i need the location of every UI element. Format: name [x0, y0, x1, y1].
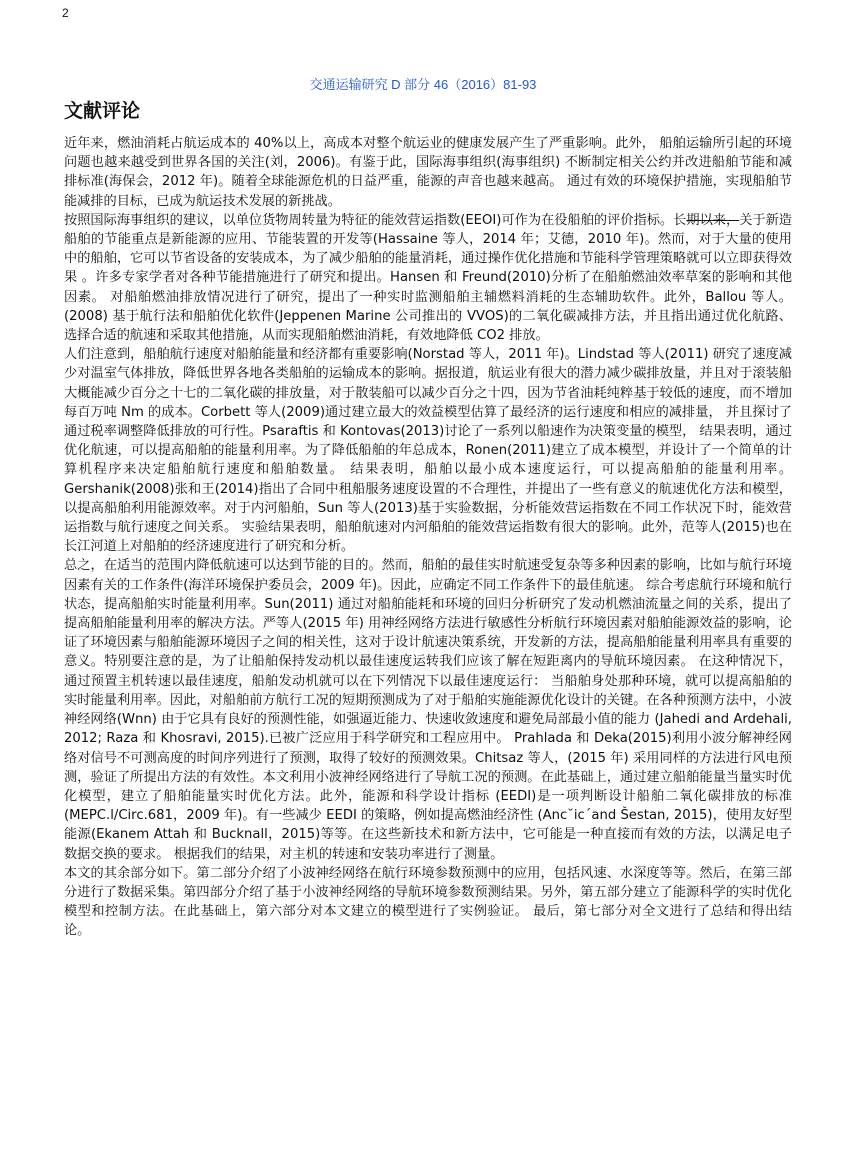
paragraph-3 [64, 345, 792, 556]
paragraph-text: 按照国际海事组织的建议，以单位货物周转量为特征的能效营运指数(EEOI)可作为在役船舶的评价指标。长 [64, 212, 687, 228]
paragraph-text: 近年来，燃油消耗占航运成本的 40%以上，高成本对整个航运业的健康发展产生了严重影响。此外， 船舶运输所引起的环境问题也越来越受到世界各国的关注(刘，2006)。有鉴于此，国际海事组织(海事组织) 不断制定相关公约并改进船舶节能和减排标准(海保会，2012 年)。随着全球能源危机的日益严重，能源的声音也越来越高。 通过有效的环境保护措施，实现船舶节能减排的目标，已成为航运技术发展的新挑战。 [64, 136, 792, 209]
paragraph-text: 总之，在适当的范围内降低航速可以达到节能的目的。然而，船舶的最佳实时航速受复杂等多种因素的影响，比如与航行环境因素有关的工作条件(海洋环境保护委员会，2009 年)。因此，应确定不同工作条件下的最佳航速。 综合考虑航行环境和航行状态，提高船舶实时能量利用率。Sun(2011) 通过对船舶能耗和环境的回归分析研究了发动机燃油流量之间的关系，提出了提高船舶能量利用率的解决方法。严等人(2015 年) 用神经网络方法进行敏感性分析航行环境因素对船舶能源效益的影响，论证了环境因素与船舶能源环境因子之间的相关性，这对于设计航速决策系统，开发新的方法，提高船舶能量利用率具有重要的意义。特别要注意的是，为了让船舶保持发动机以最佳速度运转我们应该了解在短距离内的导航环境因素。 在这种情况下，通过预置主机转速以最佳速度，船舶发动机就可以在下列情况下以最佳速度运行： 当船舶身处那种环境，就可以提高船舶的实时能量利用率。因此，对船舶前方航行工况的短期预测成为了对于船舶实施能源优化设计的关键。在各种预测方法中，小波神经网络(Wnn) 由于它具有良好的预测性能，如强逼近能力、快速收敛速度和避免局部最小值的能力 (Jahedi and Ardehali, 2012; Raza 和 Khosravi, 2015).已被广泛应用于科学研究和工程应用中。 Prahlada 和 Deka(2015)利用小波分解神经网络对信号不可测高度的时间序列进行了预测，取得了较好的预测效果。Chitsaz 等人，(2015 年) 采用同样的方法进行风电预测，验证了所提出方法的有效性。本文利用小波神经网络进行了导航工况的预测。在此基础上，通过建立船舶能量当量实时优化模型，建立了船舶能量实时优化方法。此外，能源和科学设计指标 (EEDI)是一项判断设计船舶二氧化碳排放的标准(MEPC.l/Circ.681，2009 年)。有一些减少 EEDI 的策略，例如提高燃油经济性 (Anc˘ic´and Šestan, 2015)，使用友好型能源(Ekanem Attah 和 Bucknall，2015)等等。在这些新技术和新方法中，它可能是一种直接而有效的方法，以满足电子数据交换的要求。 根据我们的结果，对主机的转速和安装功率进行了测量。 [64, 558, 792, 862]
struck-text: 期以来， [686, 212, 740, 228]
section-title: 文献评论 [64, 100, 141, 122]
page-number: 2 [62, 6, 69, 20]
paragraph-2 [64, 211, 792, 345]
paragraph-5 [64, 864, 792, 941]
paragraph-text-continued: 关于新造船舶的节能重点是新能源的应用、节能装置的开发等(Hassaine 等人，2014 年；艾德，2010 年)。然而，对于大量的使用中的船舶，它可以节省设备的安装成本，为了减少船舶的能量消耗，通过操作优化措施和节能科学管理策略就可以立即获得效果 。许多专家学者对各种节能措施进行了研究和提出。Hansen 和 Freund(2010)分析了在船舶燃油效率草案的影响和其他因素。 对船舶燃油排放情况进行了研究，提出了一种实时监测船舶主辅燃料消耗的生态辅助软件。此外，Ballou 等人。(2008) 基于航行法和船舶优化软件(Jeppenen Marine 公司推出的 VVOS)的二氧化碳减排方法，并且指出通过优化航路、选择合适的航速和采取其他措施，从而实现船舶燃油消耗，有效地降低 CO2 排放。 [64, 212, 792, 344]
paragraph-1 [64, 134, 792, 211]
journal-reference: 交通运输研究 D 部分 46（2016）81-93 [309, 77, 537, 92]
paragraph-text: 本文的其余部分如下。第二部分介绍了小波神经网络在航行环境参数预测中的应用，包括风速、水深度等等。然后，在第三部分进行了数据采集。第四部分介绍了基于小波神经网络的导航环境参数预测结果。另外，第五部分建立了能源科学的实时优化模型和控制方法。在此基础上，第六部分对本文建立的模型进行了实例验证。 最后，第七部分对全文进行了总结和得出结论。 [64, 865, 792, 939]
paragraph-4 [64, 556, 792, 863]
body-text [64, 134, 792, 941]
paragraph-text: 人们注意到，船舶航行速度对船舶能量和经济都有重要影响(Norstad 等人，2011 年)。Lindstad 等人(2011) 研究了速度减少对温室气体排放，降低世界各地各类船舶的运输成本的影响。据报道，航运业有很大的潜力减少碳排放量，并且对于滚装船大概能减少百分之十七的二氧化碳的排放量，对于散装船可以减少百分之十四，因为节省油耗纯粹基于较低的速度，而不增加 每百万吨 Nm 的成本。Corbett 等人(2009)通过建立最大的效益模型估算了最经济的运行速度和相应的减排量， 并且探讨了通过税率调整降低排放的可行性。Psaraftis 和 Kontovas(2013)讨论了一系列以船速作为决策变量的模型， 结果表明，通过优化航速，可以提高船舶的能量利用率。为了降低船舶的年总成本，Ronen(2011)建立了成本模型，并设计了一个简单的计算机程序来决定船舶航行速度和船舶数量。 结果表明，船舶以最小成本速度运行，可以提高船舶的能量利用率。Gershanik(2008)张和王(2014)指出了合同中租船服务速度设置的不合理性，并提出了一些有意义的航速优化方法和模型，以提高船舶利用能源效率。对于内河船舶，Sun 等人(2013)基于实验数据，分析能效营运指数在不同工作状况下时，能效营运指数与航行速度之间关系。 实验结果表明，船舶航速对内河船舶的能效营运指数有很大的影响。此外，范等人(2015)也在长江河道上对船舶的经济速度进行了研究和分析。 [64, 347, 792, 555]
